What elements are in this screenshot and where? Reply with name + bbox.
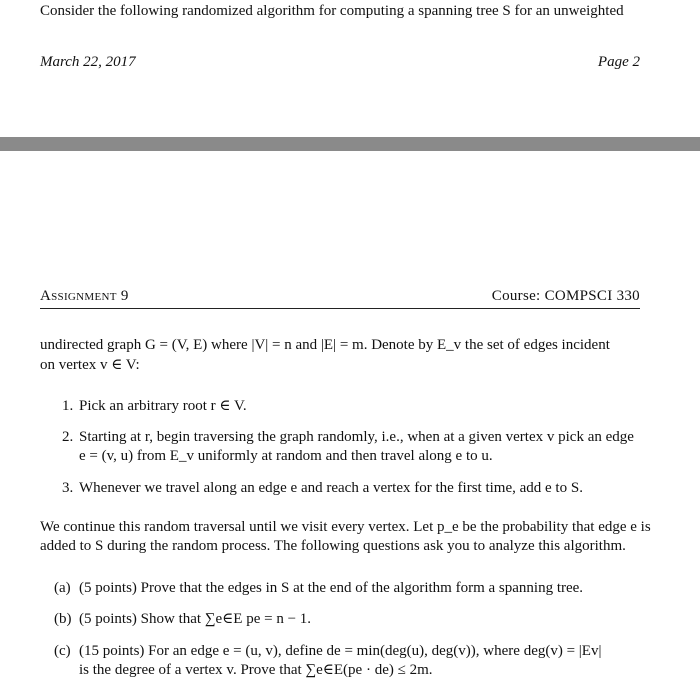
step-1-number: 1. xyxy=(62,398,74,414)
step-3-number: 3. xyxy=(62,480,74,496)
step-2-text-line-1: Starting at r, begin traversing the graph randomly, i.e., when at a given vertex v pick an edge xyxy=(79,429,634,445)
question-c-text-line-2: is the degree of a vertex v. Prove that ∑e∈E(pe · de) ≤ 2m. xyxy=(79,662,433,678)
para-line-1: We continue this random traversal until we visit every vertex. Let p_e be the probability that edge e is xyxy=(40,519,651,535)
intro-line-2: on vertex v ∈ V: xyxy=(40,357,140,373)
header-page: Page 2 xyxy=(597,54,640,70)
para-line-2: added to S during the random process. The following questions ask you to analyze this algorithm. xyxy=(40,538,626,554)
step-2-number: 2. xyxy=(62,429,74,445)
header-date: March 22, 2017 xyxy=(40,54,136,70)
question-c-text-line-1: (15 points) For an edge e = (u, v), define de = min(deg(u), deg(v)), where deg(v) = |Ev| xyxy=(79,643,602,659)
intro-line-1: undirected graph G = (V, E) where |V| = n and |E| = m. Denote by E_v the set of edges incident xyxy=(40,337,610,353)
title-rule xyxy=(40,308,640,309)
page-break-bar xyxy=(0,137,700,151)
top-line: Consider the following randomized algorithm for computing a spanning tree S for an unweighted xyxy=(40,3,624,19)
question-b-label: (b) xyxy=(54,611,72,627)
course-title: Course: COMPSCI 330 xyxy=(491,288,640,304)
step-1-text: Pick an arbitrary root r ∈ V. xyxy=(79,398,247,414)
question-a-text: (5 points) Prove that the edges in S at the end of the algorithm form a spanning tree. xyxy=(79,580,584,596)
question-c-label: (c) xyxy=(54,643,71,659)
question-b-text: (5 points) Show that ∑e∈E pe = n − 1. xyxy=(79,611,312,627)
assignment-title: Assignment 9 xyxy=(40,288,129,304)
question-a-label: (a) xyxy=(54,580,71,596)
step-2-text-line-2: e = (v, u) from E_v uniformly at random and then travel along e to u. xyxy=(79,448,493,464)
step-3-text: Whenever we travel along an edge e and reach a vertex for the first time, add e to S. xyxy=(79,480,583,496)
